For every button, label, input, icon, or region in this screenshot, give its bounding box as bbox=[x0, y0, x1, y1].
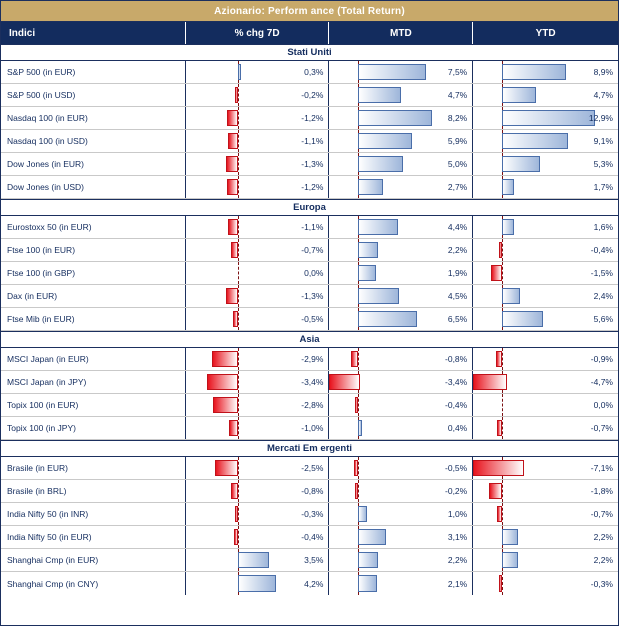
bar-cell bbox=[186, 262, 330, 284]
bar-positive bbox=[502, 311, 542, 327]
zero-line bbox=[238, 394, 239, 416]
value-label: 1,7% bbox=[593, 182, 613, 192]
value-label: -1,1% bbox=[301, 136, 324, 146]
bar-positive bbox=[238, 552, 270, 568]
bar-cell bbox=[473, 216, 618, 238]
value-label: 0,3% bbox=[304, 67, 324, 77]
header-ytd: YTD bbox=[535, 27, 556, 39]
bar-negative bbox=[228, 133, 238, 149]
bar-cell bbox=[473, 348, 618, 370]
index-name: Ftse 100 (in EUR) bbox=[1, 239, 186, 261]
bar-cell bbox=[186, 394, 330, 416]
bar-cell bbox=[329, 107, 473, 129]
value-label: 1,6% bbox=[593, 222, 613, 232]
bar-negative bbox=[231, 242, 237, 258]
value-label: 12,9% bbox=[588, 113, 613, 123]
page-title: Azionario: Perform ance (Total Return) bbox=[1, 1, 618, 22]
zero-line bbox=[238, 216, 239, 238]
index-name: Nasdaq 100 (in EUR) bbox=[1, 107, 186, 129]
value-label: -0,2% bbox=[445, 486, 468, 496]
zero-line bbox=[238, 308, 239, 330]
value-label: -3,4% bbox=[445, 377, 468, 387]
bar-negative bbox=[228, 219, 238, 235]
zero-line bbox=[502, 262, 503, 284]
bar-positive bbox=[358, 64, 426, 80]
value-label: -0,3% bbox=[590, 578, 613, 589]
bar-cell bbox=[329, 61, 473, 83]
bar-cell bbox=[473, 457, 618, 479]
index-name: Dow Jones (in USD) bbox=[1, 176, 186, 198]
bar-cell bbox=[329, 417, 473, 439]
value-label: 1,0% bbox=[447, 509, 468, 519]
bar-positive bbox=[358, 110, 432, 126]
index-name: MSCI Japan (in JPY) bbox=[1, 371, 186, 393]
bar-cell bbox=[329, 216, 473, 238]
bar-negative bbox=[473, 374, 507, 390]
bar-negative bbox=[229, 420, 238, 436]
zero-line bbox=[502, 503, 503, 525]
bar-cell bbox=[473, 153, 618, 175]
bar-cell bbox=[473, 130, 618, 152]
value-label: -1,2% bbox=[301, 182, 324, 192]
zero-line bbox=[358, 480, 359, 502]
bar-cell bbox=[473, 371, 618, 393]
bar-positive bbox=[238, 64, 241, 80]
bar-positive bbox=[502, 529, 518, 545]
header-mtd: MTD bbox=[329, 22, 473, 44]
zero-line bbox=[238, 503, 239, 525]
section-header: Europa bbox=[1, 199, 618, 216]
index-name: S&P 500 (in USD) bbox=[1, 84, 186, 106]
bar-positive bbox=[238, 575, 276, 592]
bar-cell bbox=[186, 549, 330, 571]
header-indices: Indici bbox=[1, 22, 186, 44]
bar-cell bbox=[329, 239, 473, 261]
value-label: -2,9% bbox=[301, 354, 324, 364]
value-label: -1,3% bbox=[301, 159, 324, 169]
value-label: -0,7% bbox=[590, 509, 613, 519]
bar-positive bbox=[358, 179, 382, 195]
bar-positive bbox=[502, 552, 518, 568]
table-row bbox=[1, 480, 618, 503]
bar-positive bbox=[502, 288, 519, 304]
index-name: Topix 100 (in EUR) bbox=[1, 394, 186, 416]
bar-cell bbox=[473, 308, 618, 330]
bar-cell bbox=[329, 371, 473, 393]
zero-line bbox=[238, 176, 239, 198]
zero-line bbox=[502, 348, 503, 370]
value-label: -1,3% bbox=[301, 291, 324, 301]
bar-cell bbox=[473, 176, 618, 198]
bar-cell bbox=[186, 480, 330, 502]
value-label: -0,5% bbox=[301, 314, 324, 324]
bar-cell bbox=[186, 153, 330, 175]
value-label: 5,3% bbox=[593, 159, 613, 169]
bar-negative bbox=[227, 179, 238, 195]
bar-negative bbox=[497, 420, 502, 436]
header-chg7d: % chg 7D bbox=[186, 22, 330, 44]
index-name: India Nifty 50 (in EUR) bbox=[1, 526, 186, 548]
table-row bbox=[1, 417, 618, 440]
value-label: -1,0% bbox=[301, 423, 324, 433]
index-name: MSCI Japan (in EUR) bbox=[1, 348, 186, 370]
table-row bbox=[1, 394, 618, 417]
bar-cell bbox=[329, 572, 473, 595]
bar-cell bbox=[186, 216, 330, 238]
table-row bbox=[1, 371, 618, 394]
zero-line bbox=[238, 84, 239, 106]
value-label: 2,7% bbox=[447, 182, 468, 192]
value-label: 3,5% bbox=[304, 555, 324, 565]
bar-cell bbox=[329, 457, 473, 479]
bar-negative bbox=[499, 242, 502, 258]
bar-cell bbox=[186, 308, 330, 330]
table-row bbox=[1, 526, 618, 549]
bar-cell bbox=[329, 480, 473, 502]
bar-negative bbox=[207, 374, 238, 390]
bar-cell bbox=[186, 176, 330, 198]
bar-cell bbox=[329, 526, 473, 548]
bar-cell bbox=[186, 239, 330, 261]
bar-negative bbox=[473, 460, 524, 476]
bar-positive bbox=[502, 156, 540, 172]
bar-negative bbox=[351, 351, 358, 367]
bar-cell bbox=[329, 130, 473, 152]
bar-positive bbox=[358, 156, 403, 172]
zero-line bbox=[502, 480, 503, 502]
table-row bbox=[1, 153, 618, 176]
value-label: 2,1% bbox=[447, 578, 468, 589]
table-body bbox=[1, 44, 618, 625]
index-name: Ftse Mib (in EUR) bbox=[1, 308, 186, 330]
bar-negative bbox=[233, 311, 238, 327]
value-label: -1,2% bbox=[301, 113, 324, 123]
bar-cell bbox=[473, 503, 618, 525]
value-label: 6,5% bbox=[447, 314, 468, 324]
value-label: 0,0% bbox=[304, 268, 324, 278]
bar-negative bbox=[354, 460, 359, 476]
value-label: 0,0% bbox=[593, 400, 613, 410]
bar-positive bbox=[358, 575, 377, 592]
zero-line bbox=[358, 348, 359, 370]
table-row bbox=[1, 308, 618, 331]
value-label: 4,7% bbox=[593, 90, 613, 100]
zero-line bbox=[238, 239, 239, 261]
value-label: -2,5% bbox=[301, 463, 324, 473]
bar-negative bbox=[231, 483, 238, 499]
bar-cell bbox=[473, 107, 618, 129]
value-label: 7,5% bbox=[447, 67, 468, 77]
value-label: 0,4% bbox=[447, 423, 468, 433]
bar-positive bbox=[502, 110, 595, 126]
value-label: 9,1% bbox=[593, 136, 613, 146]
bar-positive bbox=[358, 552, 378, 568]
bar-negative bbox=[213, 397, 238, 413]
zero-line bbox=[238, 371, 239, 393]
zero-line bbox=[502, 394, 503, 416]
bar-cell bbox=[186, 457, 330, 479]
bar-positive bbox=[502, 87, 536, 103]
bar-positive bbox=[358, 219, 398, 235]
bar-cell bbox=[186, 572, 330, 595]
table-row bbox=[1, 107, 618, 130]
table-row bbox=[1, 549, 618, 572]
bar-cell bbox=[329, 308, 473, 330]
bar-positive bbox=[358, 506, 367, 522]
zero-line bbox=[238, 285, 239, 307]
value-label: 4,4% bbox=[447, 222, 468, 232]
index-name: Topix 100 (in JPY) bbox=[1, 417, 186, 439]
bar-negative bbox=[235, 506, 238, 522]
zero-line bbox=[358, 394, 359, 416]
bar-cell bbox=[473, 572, 618, 595]
table-row bbox=[1, 262, 618, 285]
table-row bbox=[1, 457, 618, 480]
bar-cell bbox=[186, 130, 330, 152]
bar-positive bbox=[358, 87, 400, 103]
bar-cell bbox=[186, 417, 330, 439]
zero-line bbox=[238, 348, 239, 370]
bar-cell bbox=[329, 84, 473, 106]
table-row bbox=[1, 216, 618, 239]
bar-cell bbox=[329, 348, 473, 370]
table-row bbox=[1, 239, 618, 262]
index-name: Brasile (in BRL) bbox=[1, 480, 186, 502]
bar-negative bbox=[212, 351, 238, 367]
value-label: -0,4% bbox=[590, 245, 613, 255]
value-label: 2,2% bbox=[447, 555, 468, 565]
bar-cell bbox=[186, 371, 330, 393]
table-row bbox=[1, 176, 618, 199]
value-label: 2,4% bbox=[593, 291, 613, 301]
value-label: 4,7% bbox=[447, 90, 468, 100]
value-label: -4,7% bbox=[590, 377, 613, 387]
index-name: Brasile (in EUR) bbox=[1, 457, 186, 479]
value-label: 2,2% bbox=[593, 532, 613, 542]
table-row bbox=[1, 61, 618, 84]
value-label: -0,4% bbox=[301, 532, 324, 542]
bar-negative bbox=[355, 483, 358, 499]
table-row bbox=[1, 348, 618, 371]
zero-line bbox=[238, 153, 239, 175]
zero-line bbox=[238, 480, 239, 502]
value-label: -0,5% bbox=[445, 463, 468, 473]
value-label: 4,5% bbox=[447, 291, 468, 301]
value-label: -3,4% bbox=[301, 377, 324, 387]
bar-cell bbox=[186, 84, 330, 106]
value-label: -0,2% bbox=[301, 90, 324, 100]
value-label: 3,1% bbox=[447, 532, 468, 542]
value-label: 4,2% bbox=[304, 578, 324, 589]
zero-line bbox=[238, 130, 239, 152]
value-label: 8,9% bbox=[593, 67, 613, 77]
bar-negative bbox=[329, 374, 360, 390]
zero-line bbox=[502, 239, 503, 261]
value-label: 5,6% bbox=[593, 314, 613, 324]
bar-cell bbox=[329, 503, 473, 525]
bar-cell bbox=[473, 480, 618, 502]
bar-positive bbox=[358, 133, 411, 149]
value-label: 5,9% bbox=[447, 136, 468, 146]
bar-positive bbox=[502, 64, 566, 80]
bar-negative bbox=[226, 288, 238, 304]
zero-line bbox=[238, 417, 239, 439]
bar-positive bbox=[502, 219, 514, 235]
bar-negative bbox=[497, 506, 502, 522]
value-label: -1,1% bbox=[301, 222, 324, 232]
bar-positive bbox=[502, 179, 514, 195]
bar-cell bbox=[186, 285, 330, 307]
value-label: -0,9% bbox=[590, 354, 613, 364]
bar-cell bbox=[186, 526, 330, 548]
bar-negative bbox=[489, 483, 502, 499]
bar-negative bbox=[227, 110, 238, 126]
bar-cell bbox=[473, 84, 618, 106]
value-label: 2,2% bbox=[447, 245, 468, 255]
bar-negative bbox=[496, 351, 502, 367]
index-name: Eurostoxx 50 (in EUR) bbox=[1, 216, 186, 238]
bar-cell bbox=[473, 549, 618, 571]
table-row bbox=[1, 503, 618, 526]
bar-negative bbox=[499, 575, 502, 592]
bar-cell bbox=[329, 285, 473, 307]
value-label: -0,8% bbox=[301, 486, 324, 496]
zero-line bbox=[502, 572, 503, 595]
table-row bbox=[1, 572, 618, 595]
bar-positive bbox=[358, 288, 399, 304]
value-label: -0,3% bbox=[301, 509, 324, 519]
value-label: -0,7% bbox=[590, 423, 613, 433]
bar-cell bbox=[473, 526, 618, 548]
index-name: Dax (in EUR) bbox=[1, 285, 186, 307]
zero-line bbox=[238, 526, 239, 548]
index-name: Ftse 100 (in GBP) bbox=[1, 262, 186, 284]
value-label: -1,5% bbox=[590, 268, 613, 278]
value-label: -0,8% bbox=[445, 354, 468, 364]
table-row bbox=[1, 285, 618, 308]
bar-cell bbox=[186, 107, 330, 129]
value-label: 1,9% bbox=[447, 268, 468, 278]
bar-negative bbox=[215, 460, 238, 476]
bar-cell bbox=[473, 417, 618, 439]
bar-cell bbox=[329, 394, 473, 416]
bar-negative bbox=[355, 397, 359, 413]
section-header: Asia bbox=[1, 331, 618, 348]
table-row bbox=[1, 130, 618, 153]
value-label: -0,4% bbox=[445, 400, 468, 410]
bar-cell bbox=[473, 285, 618, 307]
bar-cell bbox=[473, 394, 618, 416]
bar-cell bbox=[329, 153, 473, 175]
index-name: Nasdaq 100 (in USD) bbox=[1, 130, 186, 152]
bar-positive bbox=[358, 265, 375, 281]
bar-positive bbox=[502, 133, 568, 149]
index-name: Shanghai Cmp (in CNY) bbox=[1, 572, 186, 595]
table-header-row bbox=[1, 22, 618, 44]
zero-line bbox=[358, 457, 359, 479]
bar-positive bbox=[358, 311, 417, 327]
value-label: 5,0% bbox=[447, 159, 468, 169]
bar-negative bbox=[234, 529, 238, 545]
bar-cell bbox=[473, 61, 618, 83]
zero-line bbox=[238, 457, 239, 479]
bar-cell bbox=[329, 176, 473, 198]
zero-line bbox=[238, 262, 239, 284]
index-name: Dow Jones (in EUR) bbox=[1, 153, 186, 175]
bar-negative bbox=[491, 265, 502, 281]
bar-positive bbox=[358, 529, 386, 545]
table-row bbox=[1, 84, 618, 107]
bar-cell bbox=[186, 503, 330, 525]
bar-positive bbox=[358, 242, 378, 258]
section-header: Stati Uniti bbox=[1, 44, 618, 61]
zero-line bbox=[502, 417, 503, 439]
bar-cell bbox=[329, 549, 473, 571]
bar-cell bbox=[473, 262, 618, 284]
bar-cell bbox=[329, 262, 473, 284]
bar-positive bbox=[358, 420, 362, 436]
bar-cell bbox=[186, 61, 330, 83]
value-label: 2,2% bbox=[593, 555, 613, 565]
index-name: Shanghai Cmp (in EUR) bbox=[1, 549, 186, 571]
bar-cell bbox=[186, 348, 330, 370]
value-label: -2,8% bbox=[301, 400, 324, 410]
value-label: -7,1% bbox=[590, 463, 613, 473]
index-name: India Nifty 50 (in INR) bbox=[1, 503, 186, 525]
index-name: S&P 500 (in EUR) bbox=[1, 61, 186, 83]
section-header: Mercati Em ergenti bbox=[1, 440, 618, 457]
bar-negative bbox=[226, 156, 238, 172]
value-label: -0,7% bbox=[301, 245, 324, 255]
bar-cell bbox=[473, 239, 618, 261]
bar-negative bbox=[235, 87, 238, 103]
zero-line bbox=[238, 107, 239, 129]
value-label: 8,2% bbox=[447, 113, 468, 123]
value-label: -1,8% bbox=[590, 486, 613, 496]
